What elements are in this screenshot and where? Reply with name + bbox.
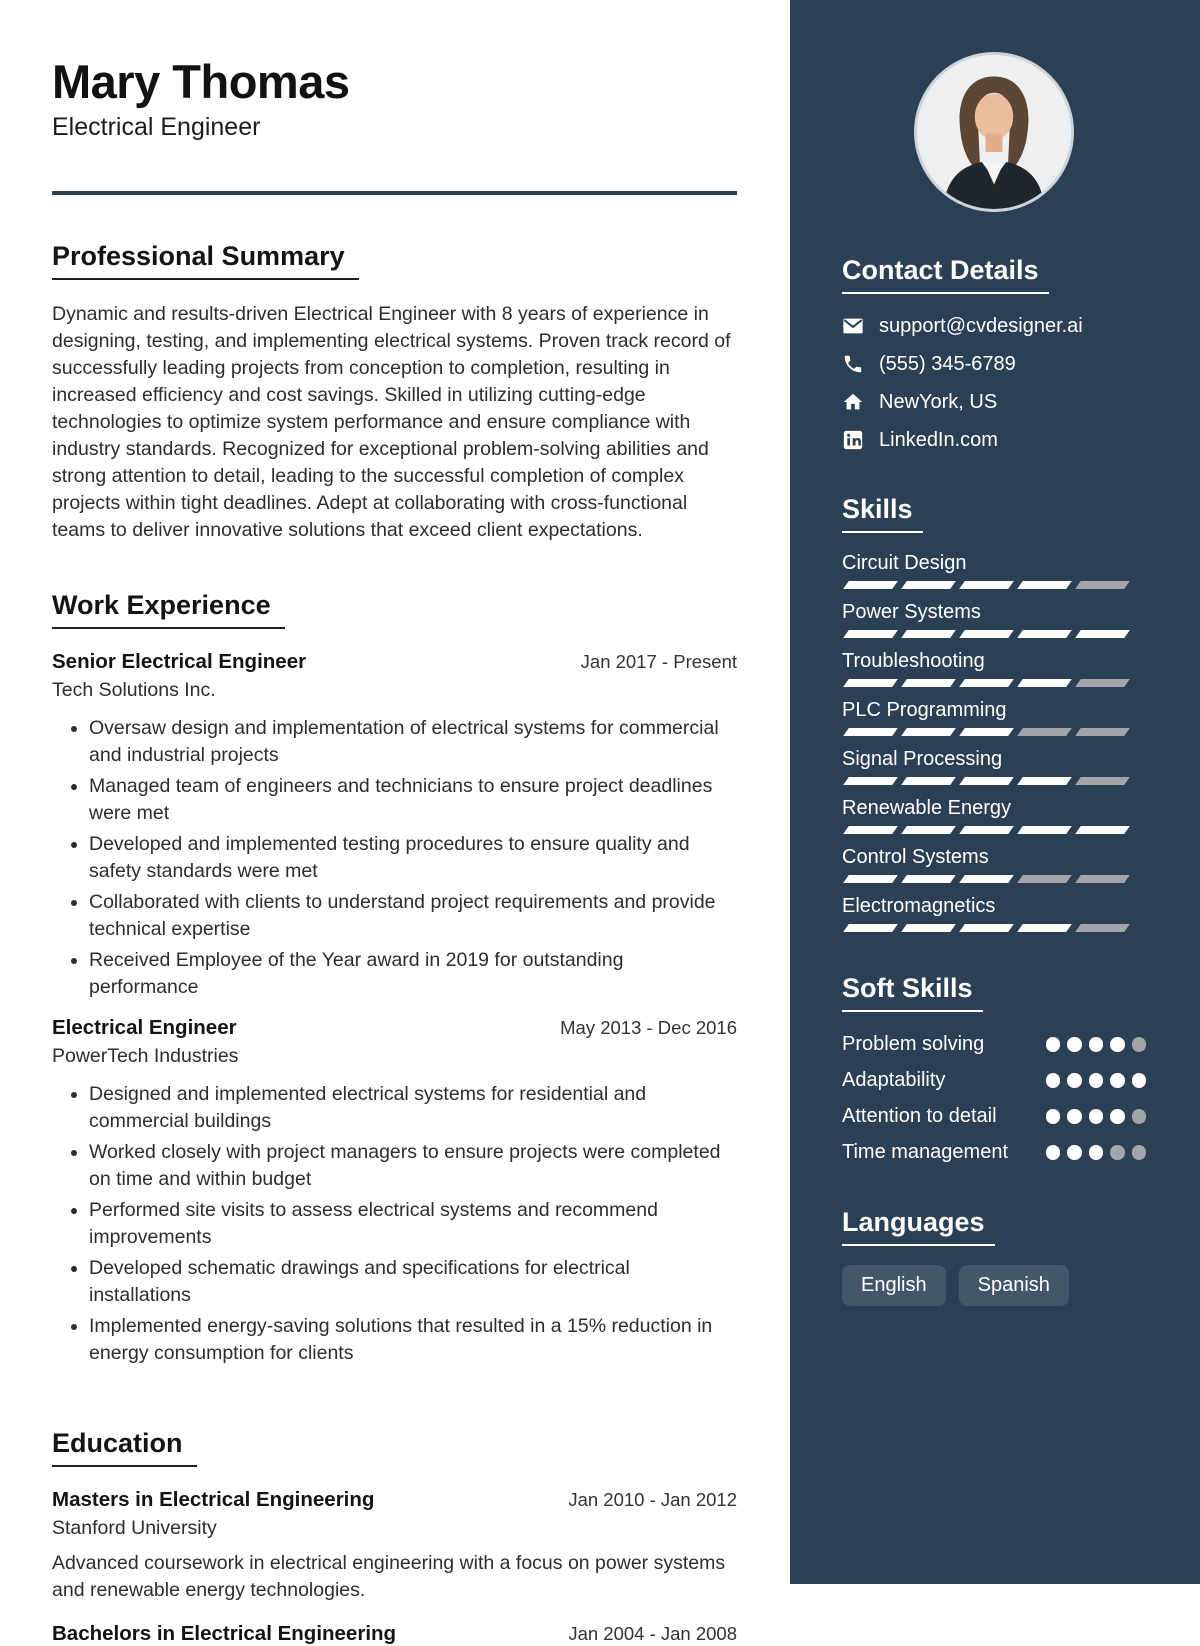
job-list	[52, 650, 737, 1366]
level-filled	[1046, 1109, 1061, 1124]
education-degree: Masters in Electrical Engineering	[52, 1488, 375, 1511]
soft-skill-name: Problem solving	[842, 1033, 985, 1055]
skill-item	[842, 797, 1146, 834]
level-filled	[1017, 777, 1072, 785]
soft-skill-name: Adaptability	[842, 1069, 946, 1091]
level-filled	[843, 679, 898, 687]
language-pill: English	[842, 1265, 946, 1306]
job-bullet: • Developed and implemented testing procedures to ensure quality and safety standards were met	[89, 831, 737, 884]
summary-section	[52, 195, 737, 544]
level-filled	[1075, 630, 1130, 638]
skill-level-bar	[842, 630, 1146, 638]
soft-skills-section	[842, 972, 1146, 1166]
profile-photo-illustration	[917, 55, 1071, 209]
level-filled	[1017, 924, 1072, 932]
level-filled	[959, 777, 1014, 785]
level-filled	[901, 630, 956, 638]
skill-item	[842, 650, 1146, 687]
education-list	[52, 1488, 737, 1646]
level-filled	[843, 777, 898, 785]
level-filled	[901, 679, 956, 687]
skill-level-bar	[842, 679, 1146, 687]
job-bullet-list	[52, 715, 737, 1000]
home-icon	[842, 391, 864, 413]
soft-skill-dots	[1046, 1031, 1147, 1052]
job-bullet: • Oversaw design and implementation of electrical systems for commercial and industrial projects	[89, 715, 737, 768]
summary-heading: Professional Summary	[52, 240, 359, 280]
education-degree: Bachelors in Electrical Engineering	[52, 1622, 397, 1645]
skill-name: Control Systems	[842, 846, 989, 868]
level-empty	[1075, 728, 1130, 736]
languages-list	[842, 1265, 1146, 1306]
level-filled	[1017, 581, 1072, 589]
level-filled	[1089, 1073, 1104, 1088]
education-entry	[52, 1622, 737, 1646]
contact-value: (555) 345-6789	[879, 353, 1016, 375]
contact-list	[842, 313, 1146, 453]
skills-heading: Skills	[842, 493, 923, 533]
language-pill: Spanish	[959, 1265, 1069, 1306]
skill-item	[842, 699, 1146, 736]
level-empty	[1075, 875, 1130, 883]
skill-name: Troubleshooting	[842, 650, 985, 672]
level-filled	[843, 875, 898, 883]
profile-photo	[914, 52, 1074, 212]
level-filled	[1075, 826, 1130, 834]
skill-level-bar	[842, 826, 1146, 834]
level-filled	[1046, 1073, 1061, 1088]
skill-name: Circuit Design	[842, 552, 967, 574]
skills-list	[842, 552, 1146, 932]
level-empty	[1017, 875, 1072, 883]
level-filled	[1089, 1145, 1104, 1160]
level-filled	[959, 630, 1014, 638]
soft-skills-list	[842, 1031, 1146, 1166]
level-filled	[901, 728, 956, 736]
soft-skill-dots	[1046, 1139, 1147, 1160]
skill-name: PLC Programming	[842, 699, 1007, 721]
languages-heading: Languages	[842, 1206, 995, 1246]
level-filled	[1067, 1109, 1082, 1124]
contact-section	[842, 254, 1146, 453]
skill-name: Renewable Energy	[842, 797, 1011, 819]
level-filled	[1067, 1145, 1082, 1160]
job-entry-company: Tech Solutions Inc.	[52, 679, 216, 701]
contact-item[interactable]	[842, 351, 1146, 377]
soft-skill-item	[842, 1031, 1146, 1058]
work-heading: Work Experience	[52, 589, 285, 629]
job-entry-dates: Jan 2017 - Present	[580, 651, 737, 672]
level-filled	[1067, 1073, 1082, 1088]
education-entry-head	[52, 1488, 737, 1512]
level-filled	[959, 875, 1014, 883]
education-entry	[52, 1488, 737, 1604]
job-entry	[52, 1016, 737, 1366]
soft-skill-name: Attention to detail	[842, 1105, 997, 1127]
skill-level-bar	[842, 924, 1146, 932]
languages-section	[842, 1206, 1146, 1306]
level-filled	[1132, 1073, 1147, 1088]
level-filled	[1089, 1037, 1104, 1052]
person-job-title: Electrical Engineer	[52, 113, 261, 141]
person-name: Mary Thomas	[52, 55, 350, 108]
soft-skills-heading: Soft Skills	[842, 972, 983, 1012]
linkedin-icon	[842, 429, 864, 451]
skill-level-bar	[842, 875, 1146, 883]
job-entry	[52, 650, 737, 1000]
level-empty	[1132, 1037, 1147, 1052]
job-entry-company: PowerTech Industries	[52, 1045, 239, 1067]
level-empty	[1075, 581, 1130, 589]
job-entry-title: Senior Electrical Engineer	[52, 650, 307, 673]
job-bullet: • Designed and implemented electrical systems for residential and commercial buildings	[89, 1081, 737, 1134]
level-filled	[1089, 1109, 1104, 1124]
level-filled	[959, 679, 1014, 687]
level-filled	[959, 826, 1014, 834]
level-filled	[843, 826, 898, 834]
contact-value: LinkedIn.com	[879, 429, 998, 451]
job-entry-head	[52, 1016, 737, 1040]
level-empty	[1132, 1109, 1147, 1124]
skill-level-bar	[842, 581, 1146, 589]
summary-text: Dynamic and results-driven Electrical Engineer with 8 years of experience in designing, testing, and implementing electrical systems. Proven track record of successfully leading projects from conception to completion, resulting in increased efficiency and cost savings. Skilled in utilizing cutting-edge technologies to optimize system performance and ensure compliance with industry standards. Recognized for exceptional problem-solving abilities and strong attention to detail, leading to the successful completion of complex projects within tight deadlines. Adept at collaborating with cross-functional teams to deliver innovative solutions that exceed client expectations.	[52, 303, 731, 541]
level-filled	[1110, 1073, 1125, 1088]
skills-section	[842, 493, 1146, 932]
education-heading: Education	[52, 1427, 197, 1467]
level-filled	[843, 630, 898, 638]
contact-heading: Contact Details	[842, 254, 1049, 294]
level-filled	[843, 924, 898, 932]
soft-skill-item	[842, 1103, 1146, 1130]
level-filled	[843, 728, 898, 736]
soft-skill-dots	[1046, 1103, 1147, 1124]
job-bullet: • Implemented energy-saving solutions that resulted in a 15% reduction in energy consumption for clients	[89, 1313, 737, 1366]
level-filled	[901, 875, 956, 883]
education-dates: Jan 2010 - Jan 2012	[568, 1489, 737, 1510]
level-filled	[1110, 1109, 1125, 1124]
job-bullet: • Collaborated with clients to understand project requirements and provide technical expertise	[89, 889, 737, 942]
job-entry-title: Electrical Engineer	[52, 1016, 237, 1039]
level-filled	[843, 581, 898, 589]
job-bullet: • Performed site visits to assess electrical systems and recommend improvements	[89, 1197, 737, 1250]
skill-level-bar	[842, 728, 1146, 736]
skill-item	[842, 552, 1146, 589]
level-filled	[959, 728, 1014, 736]
email-icon	[842, 315, 864, 337]
skill-name: Signal Processing	[842, 748, 1003, 770]
phone-icon	[842, 353, 864, 375]
level-filled	[1046, 1145, 1061, 1160]
education-entry-head	[52, 1622, 737, 1646]
level-filled	[1017, 679, 1072, 687]
level-empty	[1075, 777, 1130, 785]
level-filled	[901, 924, 956, 932]
education-description: Advanced coursework in electrical engineering with a focus on power systems and renewable energy technologies.	[52, 1552, 726, 1601]
contact-item[interactable]	[842, 313, 1146, 339]
level-filled	[901, 777, 956, 785]
work-experience-section	[52, 544, 737, 1366]
soft-skill-name: Time management	[842, 1141, 1008, 1163]
level-filled	[959, 924, 1014, 932]
skill-level-bar	[842, 777, 1146, 785]
job-bullet-list	[52, 1081, 737, 1366]
skill-item	[842, 601, 1146, 638]
contact-item[interactable]	[842, 427, 1146, 453]
sidebar	[790, 0, 1200, 1584]
level-filled	[1046, 1037, 1061, 1052]
skill-item	[842, 895, 1146, 932]
soft-skill-item	[842, 1139, 1146, 1166]
level-empty	[1132, 1145, 1147, 1160]
level-filled	[1017, 630, 1072, 638]
job-bullet: • Worked closely with project managers to ensure projects were completed on time and within budget	[89, 1139, 737, 1192]
level-filled	[959, 581, 1014, 589]
soft-skill-item	[842, 1067, 1146, 1094]
soft-skill-dots	[1046, 1067, 1147, 1088]
job-bullet: • Received Employee of the Year award in 2019 for outstanding performance	[89, 947, 737, 1000]
job-entry-dates: May 2013 - Dec 2016	[560, 1017, 737, 1038]
education-school: Stanford University	[52, 1517, 217, 1539]
skill-item	[842, 846, 1146, 883]
education-dates: Jan 2004 - Jan 2008	[568, 1623, 737, 1644]
skill-item	[842, 748, 1146, 785]
skill-name: Electromagnetics	[842, 895, 996, 917]
level-empty	[1017, 728, 1072, 736]
job-entry-head	[52, 650, 737, 674]
level-filled	[901, 581, 956, 589]
education-section	[52, 1382, 737, 1646]
skill-name: Power Systems	[842, 601, 981, 623]
contact-item[interactable]	[842, 389, 1146, 415]
level-empty	[1110, 1145, 1125, 1160]
level-empty	[1075, 679, 1130, 687]
level-filled	[1110, 1037, 1125, 1052]
contact-value: NewYork, US	[879, 391, 998, 413]
level-empty	[1075, 924, 1130, 932]
level-filled	[1017, 826, 1072, 834]
contact-value: support@cvdesigner.ai	[879, 315, 1083, 337]
level-filled	[901, 826, 956, 834]
job-bullet: • Managed team of engineers and technicians to ensure project deadlines were met	[89, 773, 737, 826]
job-bullet: • Developed schematic drawings and specifications for electrical installations	[89, 1255, 737, 1308]
level-filled	[1067, 1037, 1082, 1052]
